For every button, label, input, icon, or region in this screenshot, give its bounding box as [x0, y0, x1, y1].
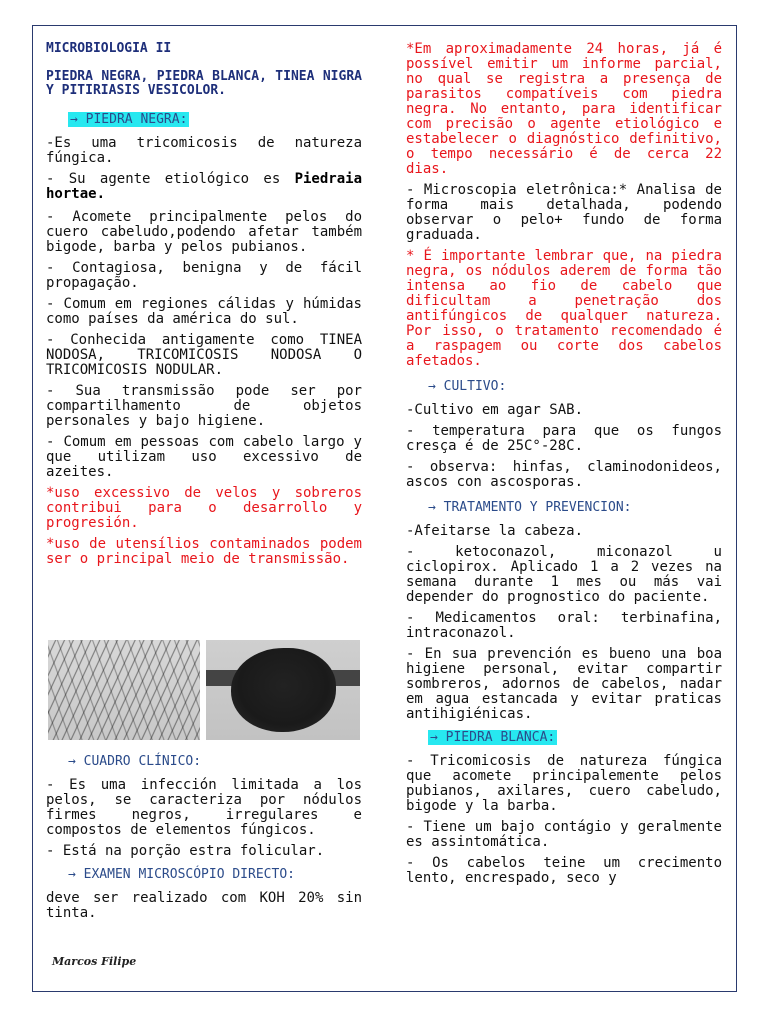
text-p6: - Conhecida antigamente como TINEA NODOSA, TRICOMICOSIS NODOSA O TRICOMICOSIS NODULAR. [46, 332, 362, 378]
agent-name: Piedraia hortae. [46, 171, 362, 202]
section-examen: → EXAMEN MICROSCÓPIO DIRECTO: [68, 867, 295, 882]
text-p7: - Sua transmissão pode ser por compartilhamento de objetos personales y bajo higiene. [46, 383, 362, 429]
text-m1: - Microscopia eletrônica:* Analisa de forma mais detalhada, podendo observar o pelo+ fundo de forma graduada. [406, 182, 722, 243]
text-p4: - Contagiosa, benigna y de fácil propagação. [46, 260, 362, 291]
section-piedra-blanca: → PIEDRA BLANCA: [430, 730, 556, 745]
text-b1: - Tricomicosis de natureza fúngica que acomete principalemente pelos pubianos, axilares, cuero cabeludo, bigode y la barba. [406, 753, 722, 814]
section-cuadro-clinico: → CUADRO CLÍNICO: [68, 754, 202, 769]
black-nodule [231, 648, 336, 732]
text-cu2: - temperatura para que os fungos cresça é de 25C°-28C. [406, 423, 722, 454]
section-cultivo: → CULTIVO: [428, 379, 507, 394]
text-right-red1: *Em aproximadamente 24 horas, já é possível emitir um informe parcial, no qual se registra a presença de parasitos compatíveis com piedra negra. No entanto, para identificar com precisão o agente etiológico e estabelecer o diagnóstico definitivo, o tempo necessário é de cerca 22 dias. [406, 41, 722, 177]
author-signature: Marcos Filipe [52, 955, 137, 968]
text-right-red2: * É importante lembrar que, na piedra negra, os nódulos aderem de forma tão intensa ao fio de cabelo que dificultam a penetração dos antifúngicos de qualquer natureza. Por isso, o tratamento recomendado é a raspagem ou corte dos cabelos afetados. [406, 248, 722, 369]
text-red1: *uso excessivo de velos y sobreros contribui para o desarrollo y progresión. [46, 485, 362, 531]
hair-microscopy-image [48, 640, 200, 740]
text-red2: *uso de utensílios contaminados podem ser o principal meio de transmissão. [46, 536, 362, 567]
text-e1: deve ser realizado com KOH 20% sin tinta. [46, 890, 362, 921]
topic-title: PIEDRA NEGRA, PIEDRA BLANCA, TINEA NIGRA Y PITIRIASIS VESICOLOR. [46, 69, 362, 98]
text-b2: - Tiene um bajo contágio y geralmente es assintomática. [406, 819, 722, 850]
text-b3: - Os cabelos teine um crecimento lento, encrespado, seco y [406, 855, 722, 886]
text-t3: - Medicamentos oral: terbinafina, intraconazol. [406, 610, 722, 641]
text-t2: - ketoconazol, miconazol u ciclopirox. Aplicado 1 a 2 vezes na semana durante 1 mes ou más vai depender do prognostico do paciente. [406, 544, 722, 605]
section-tratamiento: → TRATAMENTO Y PREVENCION: [428, 500, 632, 515]
course-title: MICROBIOLOGIA II [46, 41, 172, 56]
text-p5: - Comum em regiones cálidas y húmidas como países da américa do sul. [46, 296, 362, 327]
text-p1: -Es uma tricomicosis de natureza fúngica. [46, 135, 362, 166]
section-piedra-negra: → PIEDRA NEGRA: [70, 112, 188, 127]
right-column [406, 42, 722, 892]
text-c2: - Está na porção estra folicular. [46, 843, 325, 859]
text-p8: - Comum em pessoas com cabelo largo y que utilizam uso excessivo de azeites. [46, 434, 362, 480]
text-t1: -Afeitarse la cabeza. [406, 523, 584, 539]
text-cu1: -Cultivo em agar SAB. [406, 402, 584, 418]
left-column [46, 42, 362, 573]
text-cu3: - observa: hinfas, claminodonideos, ascos con ascosporas. [406, 459, 722, 490]
left-column-lower [46, 754, 362, 927]
text-c1: - Es uma infección limitada a los pelos, se caracteriza por nódulos firmes negros, irregulares e compostos de elementos fúngicos. [46, 777, 362, 838]
text-t4: - En sua prevención es bueno una boa higiene personal, evitar compartir sombreros, adornos de cabelos, nadar em agua estancada y evitar praticas antihigiénicas. [406, 646, 722, 722]
text-p3: - Acomete principalmente pelos do cuero cabeludo,podendo afetar também bigode, barba y pelos pubianos. [46, 209, 362, 255]
text-p2: - Su agente etiológico es Piedraia hortae. [46, 171, 362, 202]
nodule-microscopy-image [206, 640, 360, 740]
